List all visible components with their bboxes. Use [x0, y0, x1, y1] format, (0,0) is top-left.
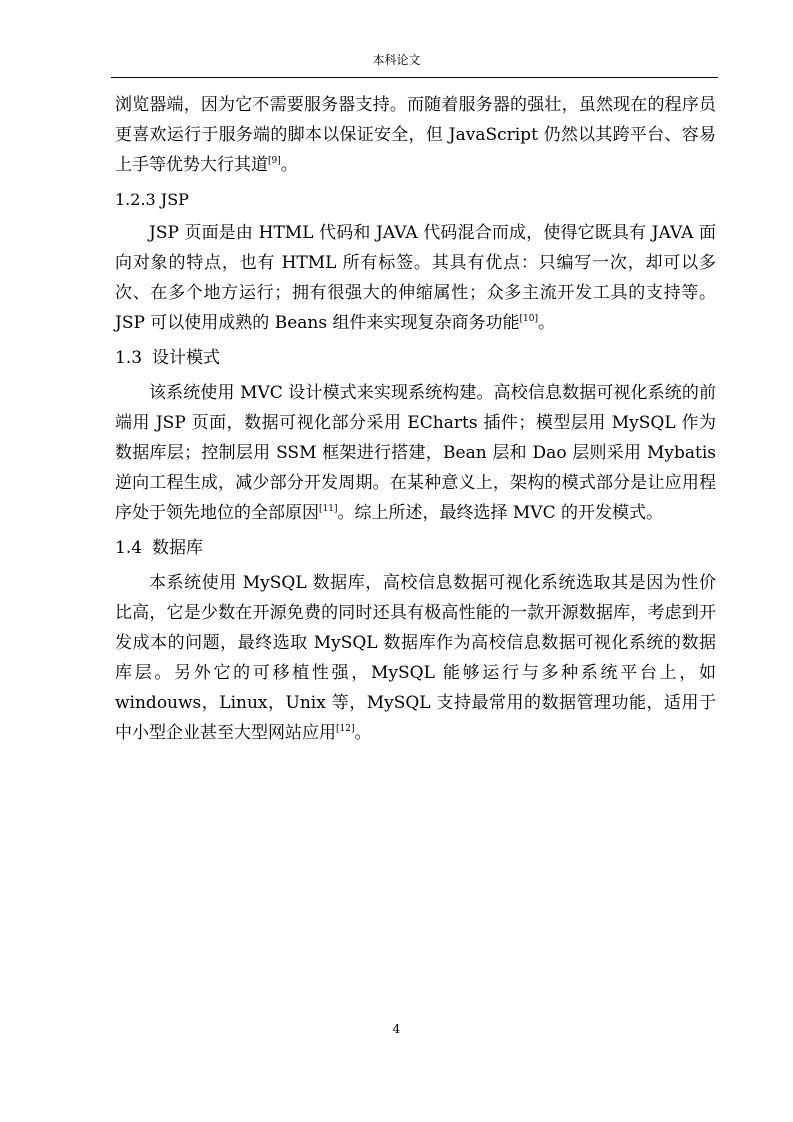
section-heading-design: [115, 344, 716, 372]
paragraph-end: 。: [537, 313, 555, 333]
paragraph-text: JSP 页面是由 HTML 代码和 JAVA 代码混合而成，使得它既具有 JAVA 面向对象的特点，也有 HTML 所有标签。其具有优点：只编写一次，却可以多次、在多个地方运行；拥有很强大的伸缩属性；众多主流开发工具的支持等。JSP 可以使用成熟的 Beans 组件来实现复杂商务功能: [115, 223, 716, 333]
page-number: 4: [392, 1022, 401, 1036]
paragraph-end: 。综上所述，最终选择 MVC 的开发模式。: [337, 503, 663, 523]
citation: [10]: [519, 314, 538, 324]
design-paragraph: [115, 378, 716, 528]
jsp-paragraph: [115, 218, 716, 338]
paragraph-text: 本系统使用 MySQL 数据库，高校信息数据可视化系统选取其是因为性价比高，它是少数在开源免费的同时还具有极高性能的一款开源数据库，考虑到开发成本的问题，最终选取 MySQL 数据库作为高校信息数据可视化系统的数据库层。另外它的可移植性强，MySQL 能够运行与多种系统平台上，如 windouws，Linux，Unix 等，MySQL 支持最常用的数据管理功能，适用于中小型企业甚至大型网站应用: [115, 573, 716, 743]
paragraph-end: 。: [354, 723, 372, 743]
citation: [9]: [268, 156, 281, 166]
body-text: [115, 90, 716, 748]
header-rule: [111, 77, 718, 78]
citation: [12]: [336, 724, 355, 734]
section-number: 1.4: [115, 538, 143, 558]
section-heading-jsp: 1.2.3 JSP: [115, 190, 189, 209]
database-paragraph: [115, 568, 716, 748]
section-title: 设计模式: [152, 348, 221, 368]
paragraph-text: 浏览器端，因为它不需要服务器支持。而随着服务器的强壮，虽然现在的程序员更喜欢运行于服务端的脚本以保证安全，但 JavaScript 仍然以其跨平台、容易上手等优势大行其道: [115, 95, 716, 175]
section-title: 数据库: [152, 538, 204, 558]
paragraph-end: 。: [280, 155, 298, 175]
section-heading-database: [115, 534, 716, 562]
page-header: 本科论文: [372, 53, 421, 67]
paragraph-text: 该系统使用 MVC 设计模式来实现系统构建。高校信息数据可视化系统的前端用 JSP 页面，数据可视化部分采用 ECharts 插件；模型层用 MySQL 作为数据库层；控制层用 SSM 框架进行搭建，Bean 层和 Dao 层则采用 Mybatis 逆向工程生成，减少部分开发周期。在某种意义上，架构的模式部分是让应用程序处于领先地位的全部原因: [115, 383, 716, 523]
citation: [11]: [319, 504, 338, 514]
section-number: 1.3: [115, 348, 143, 368]
intro-paragraph: [115, 90, 716, 180]
